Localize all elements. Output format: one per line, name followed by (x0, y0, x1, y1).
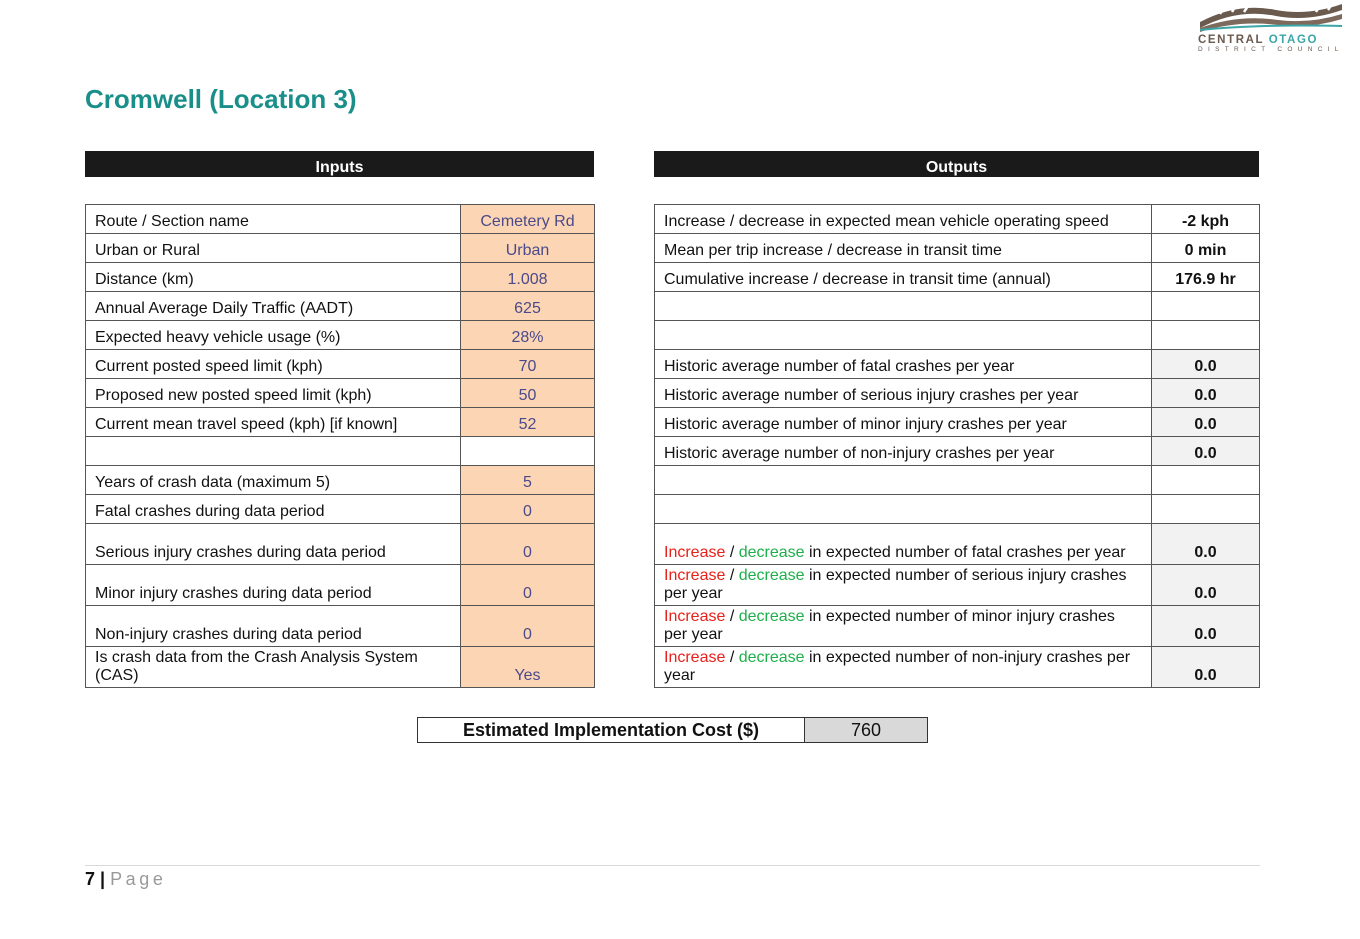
output-row (655, 205, 1260, 234)
output-value (1152, 466, 1260, 495)
input-value[interactable]: 28% (461, 321, 595, 350)
input-row (86, 565, 595, 606)
output-label (655, 495, 1152, 524)
label-rest: in expected number of fatal crashes per year (804, 544, 1126, 561)
input-row (86, 321, 595, 350)
input-label (86, 437, 461, 466)
input-value[interactable]: 625 (461, 292, 595, 321)
input-row (86, 379, 595, 408)
decrease-text: decrease (738, 567, 805, 584)
input-label: Distance (km) (86, 263, 461, 292)
decrease-text: decrease (738, 649, 805, 666)
decrease-text: decrease (738, 544, 805, 561)
cost-table (417, 717, 928, 743)
output-label (655, 466, 1152, 495)
separator-text: / (725, 608, 739, 625)
logo-wordmark (1198, 34, 1344, 46)
input-row (86, 524, 595, 565)
output-value: 176.9 hr (1152, 263, 1260, 292)
page-title: Cromwell (Location 3) (85, 84, 357, 114)
output-label: Mean per trip increase / decrease in transit time (655, 234, 1152, 263)
separator-text: / (725, 649, 739, 666)
output-value: -2 kph (1152, 205, 1260, 234)
input-value[interactable]: 70 (461, 350, 595, 379)
output-label: Historic average number of fatal crashes per year (655, 350, 1152, 379)
page-word: Page (110, 869, 167, 889)
logo-subtitle: DISTRICT COUNCIL (1198, 46, 1344, 53)
input-value[interactable]: 5 (461, 466, 595, 495)
label-rest: in expected number of serious injury crashes per year (664, 567, 1127, 602)
label-rest: in expected number of non-injury crashes per year (664, 649, 1131, 684)
input-label: Route / Section name (86, 205, 461, 234)
input-value[interactable]: 0 (461, 565, 595, 606)
output-label: Cumulative increase / decrease in transit time (annual) (655, 263, 1152, 292)
input-value[interactable]: Yes (461, 647, 595, 688)
output-value: 0.0 (1152, 408, 1260, 437)
input-row (86, 466, 595, 495)
input-row-blank (86, 437, 595, 466)
output-value (1152, 321, 1260, 350)
output-row (655, 263, 1260, 292)
separator-text: / (725, 567, 739, 584)
output-row (655, 647, 1260, 688)
input-row (86, 408, 595, 437)
label-rest: in expected number of minor injury crashes per year (664, 608, 1115, 643)
increase-text: Increase (664, 608, 726, 625)
input-value[interactable]: Urban (461, 234, 595, 263)
cost-label: Estimated Implementation Cost ($) (418, 718, 805, 743)
output-value: 0.0 (1152, 437, 1260, 466)
input-row (86, 647, 595, 688)
output-row (655, 524, 1260, 565)
outputs-header: Outputs (654, 151, 1259, 177)
input-label: Non-injury crashes during data period (86, 606, 461, 647)
output-row (655, 565, 1260, 606)
output-row-blank (655, 466, 1260, 495)
input-label: Fatal crashes during data period (86, 495, 461, 524)
output-value: 0.0 (1152, 379, 1260, 408)
input-value[interactable]: 50 (461, 379, 595, 408)
output-label (655, 606, 1152, 647)
logo-hills-icon (1198, 0, 1344, 32)
input-value[interactable]: 0 (461, 606, 595, 647)
output-label (655, 292, 1152, 321)
output-value (1152, 495, 1260, 524)
output-label (655, 565, 1152, 606)
input-value[interactable]: 0 (461, 524, 595, 565)
input-value[interactable]: 0 (461, 495, 595, 524)
output-value: 0.0 (1152, 647, 1260, 688)
output-row (655, 350, 1260, 379)
cost-value: 760 (805, 718, 928, 743)
input-label: Urban or Rural (86, 234, 461, 263)
output-label: Historic average number of minor injury crashes per year (655, 408, 1152, 437)
input-value (461, 437, 595, 466)
footer-divider (85, 865, 1260, 866)
input-label: Current posted speed limit (kph) (86, 350, 461, 379)
output-label (655, 647, 1152, 688)
input-value[interactable]: 1.008 (461, 263, 595, 292)
input-row (86, 606, 595, 647)
output-value: 0 min (1152, 234, 1260, 263)
decrease-text: decrease (738, 608, 805, 625)
logo-word-otago: OTAGO (1268, 34, 1319, 46)
page-number: 7 (85, 869, 96, 889)
output-row (655, 379, 1260, 408)
output-value: 0.0 (1152, 565, 1260, 606)
footer-separator: | (95, 869, 111, 889)
output-label: Historic average number of serious injury crashes per year (655, 379, 1152, 408)
input-value[interactable]: Cemetery Rd (461, 205, 595, 234)
output-label (655, 524, 1152, 565)
output-value: 0.0 (1152, 350, 1260, 379)
input-row (86, 263, 595, 292)
output-row (655, 408, 1260, 437)
output-value: 0.0 (1152, 606, 1260, 647)
input-label: Annual Average Daily Traffic (AADT) (86, 292, 461, 321)
output-row (655, 606, 1260, 647)
increase-text: Increase (664, 649, 726, 666)
increase-text: Increase (664, 544, 726, 561)
input-value[interactable]: 52 (461, 408, 595, 437)
separator-text: / (725, 544, 739, 561)
input-label: Serious injury crashes during data period (86, 524, 461, 565)
output-value: 0.0 (1152, 524, 1260, 565)
output-value (1152, 292, 1260, 321)
input-label: Minor injury crashes during data period (86, 565, 461, 606)
output-row (655, 234, 1260, 263)
output-row-blank (655, 321, 1260, 350)
input-label: Is crash data from the Crash Analysis System (CAS) (86, 647, 461, 688)
increase-text: Increase (664, 567, 726, 584)
output-row-blank (655, 292, 1260, 321)
output-label: Historic average number of non-injury crashes per year (655, 437, 1152, 466)
input-label: Proposed new posted speed limit (kph) (86, 379, 461, 408)
input-row (86, 234, 595, 263)
input-row (86, 350, 595, 379)
output-row (655, 437, 1260, 466)
input-label: Current mean travel speed (kph) [if known] (86, 408, 461, 437)
inputs-header: Inputs (85, 151, 594, 177)
input-row (86, 292, 595, 321)
page-footer (85, 869, 167, 890)
logo-word-central: CENTRAL (1198, 34, 1264, 46)
input-label: Years of crash data (maximum 5) (86, 466, 461, 495)
inputs-table (85, 204, 595, 688)
input-row (86, 205, 595, 234)
input-row (86, 495, 595, 524)
output-label (655, 321, 1152, 350)
council-logo (1198, 0, 1344, 56)
input-label: Expected heavy vehicle usage (%) (86, 321, 461, 350)
output-row-blank (655, 495, 1260, 524)
output-label: Increase / decrease in expected mean vehicle operating speed (655, 205, 1152, 234)
outputs-table (654, 204, 1260, 688)
